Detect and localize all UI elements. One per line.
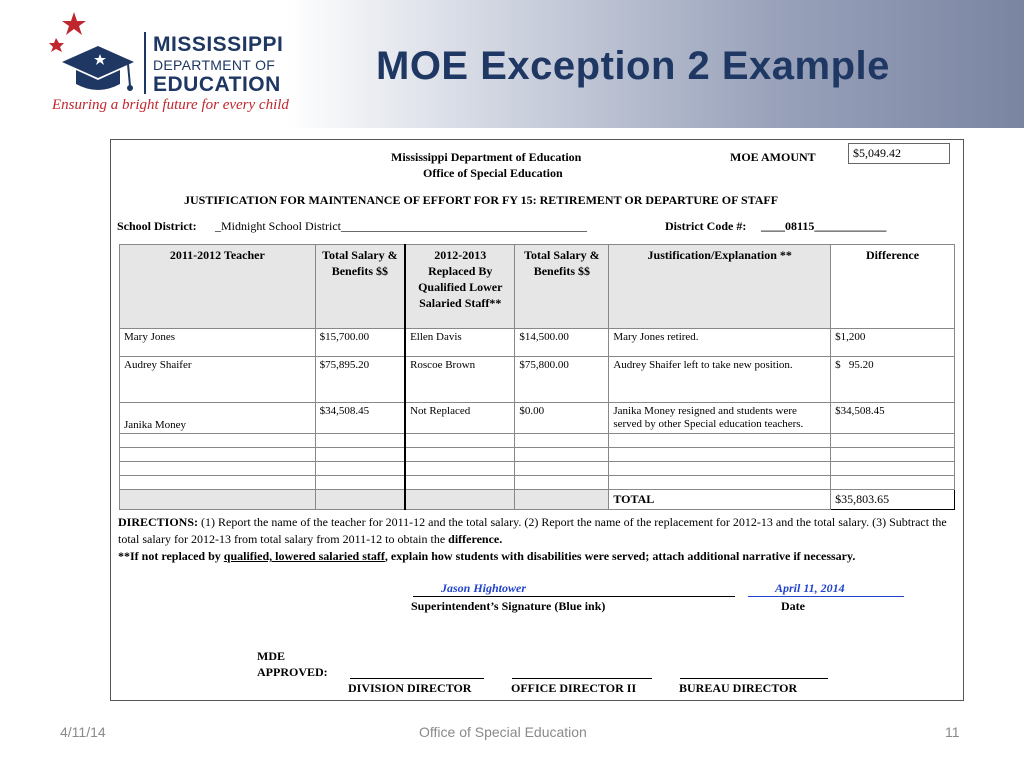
moe-amount-value: $5,049.42 (848, 143, 950, 164)
signature-date: April 11, 2014 (775, 581, 845, 595)
moe-form (110, 139, 964, 701)
row3-difference: $34,508.45 (831, 403, 955, 434)
row2-salary: $75,895.20 (315, 357, 405, 403)
row1-teacher: Mary Jones (120, 329, 316, 357)
col-salary-header: Total Salary & Benefits $$ (315, 245, 405, 329)
note-prefix: **If not replaced by (118, 549, 224, 563)
col-replacement-header: 2012-2013 Replaced By Qualified Lower Salaried Staff** (405, 245, 515, 329)
directions-text: (1) Report the name of the teacher for 2011-12 and the total salary. (2) Report the name of the replacement for 2012-13 and the total salary. (3) Subtract the total salary for 2012-13 from total salary from 2011-12 to obtain the (118, 515, 947, 546)
mde-label: MDE (257, 649, 285, 663)
total-row (120, 490, 955, 510)
row1-explanation: Mary Jones retired. (609, 329, 831, 357)
district-code-value: ____08115____________ (761, 219, 887, 233)
superintendent-signature: Jason Hightower (441, 581, 527, 595)
note-underlined: qualified, lowered salaried staff (223, 549, 385, 563)
row3-explanation: Janika Money resigned and students were served by other Special education teachers. (609, 403, 831, 434)
row2-difference: $ 95.20 (831, 357, 955, 403)
row2-teacher: Audrey Shaifer (120, 357, 316, 403)
row3-salary: $34,508.45 (315, 403, 405, 434)
logo-wordmark (153, 34, 283, 95)
directions-difference: difference. (448, 532, 503, 546)
district-code-label: District Code #: (665, 219, 747, 233)
table-row (120, 329, 955, 357)
org-line2: Office of Special Education (423, 166, 563, 180)
logo-divider (144, 32, 146, 94)
row3-teacher: Janika Money (120, 403, 316, 434)
row3-rep-salary: $0.00 (515, 403, 609, 434)
row2-replacement: Roscoe Brown (405, 357, 515, 403)
star-mortarboard-icon (48, 10, 148, 100)
total-label: TOTAL (609, 490, 831, 510)
justification-title: JUSTIFICATION FOR MAINTENANCE OF EFFORT FOR FY 15: RETIREMENT OR DEPARTURE OF STAFF (184, 193, 779, 207)
org-line1: Mississippi Department of Education (391, 150, 582, 164)
logo-line1: MISSISSIPPI (153, 33, 284, 56)
row3-replacement: Not Replaced (405, 403, 515, 434)
col-teacher-header: 2011-2012 Teacher (120, 245, 316, 329)
table-row (120, 403, 955, 434)
division-line (350, 678, 484, 679)
directions (118, 514, 954, 565)
division-director-label: DIVISION DIRECTOR (348, 681, 472, 695)
row1-replacement: Ellen Davis (405, 329, 515, 357)
col-difference-header: Difference (831, 245, 955, 329)
row1-salary: $15,700.00 (315, 329, 405, 357)
logo-line2: DEPARTMENT OF (153, 57, 276, 73)
signature-line (413, 596, 735, 597)
directions-label: DIRECTIONS: (118, 515, 199, 529)
date-line (748, 596, 904, 597)
table-row (120, 357, 955, 403)
footer-page-number: 11 (945, 724, 960, 740)
signature-label: Superintendent’s Signature (Blue ink) (411, 599, 606, 613)
district-label: School District: (117, 219, 197, 233)
footer-date: 4/11/14 (60, 724, 106, 740)
col-explanation-header: Justification/Explanation ** (609, 245, 831, 329)
district-value: _Midnight School District_________________________________________ (215, 219, 587, 233)
moe-amount-label: MOE AMOUNT (730, 150, 816, 164)
mde-logo (48, 10, 298, 120)
approved-label: APPROVED: (257, 665, 328, 679)
office-director-label: OFFICE DIRECTOR II (511, 681, 637, 695)
col-rep-salary-header: Total Salary & Benefits $$ (515, 245, 609, 329)
date-label: Date (781, 599, 805, 613)
empty-row (120, 434, 955, 448)
staff-table (119, 244, 955, 510)
row2-explanation: Audrey Shaifer left to take new position. (609, 357, 831, 403)
bureau-director-label: BUREAU DIRECTOR (679, 681, 798, 695)
logo-line3: EDUCATION (153, 73, 281, 96)
row1-difference: $1,200 (831, 329, 955, 357)
note-suffix: , explain how students with disabilities were served; attach additional narrative if necessary. (384, 549, 856, 563)
footer-center: Office of Special Education (419, 724, 587, 740)
logo-tagline: Ensuring a bright future for every child (52, 97, 289, 113)
empty-row (120, 448, 955, 462)
empty-row (120, 462, 955, 476)
row2-rep-salary: $75,800.00 (515, 357, 609, 403)
office-line (512, 678, 652, 679)
total-value: $35,803.65 (831, 490, 955, 510)
empty-row (120, 476, 955, 490)
slide-title: MOE Exception 2 Example (376, 44, 890, 88)
bureau-line (680, 678, 828, 679)
table-header-row (120, 245, 955, 329)
row1-rep-salary: $14,500.00 (515, 329, 609, 357)
